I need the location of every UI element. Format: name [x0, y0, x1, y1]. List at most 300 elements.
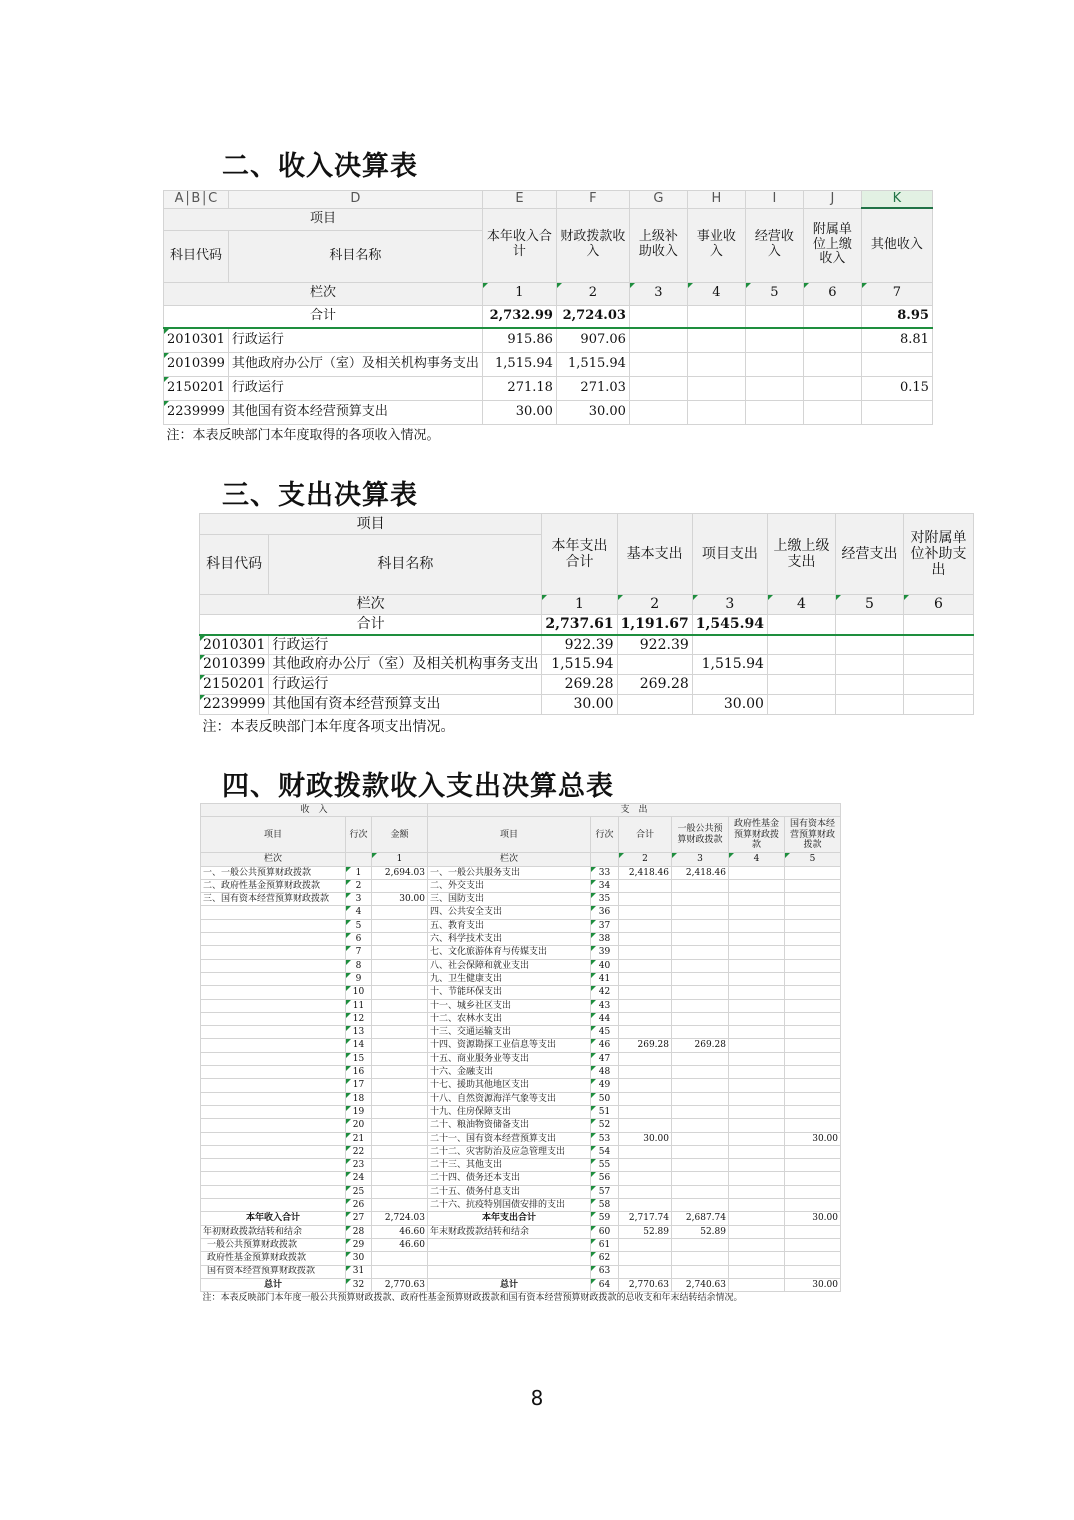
expense-item[interactable]: 二十三、其他支出: [428, 1159, 591, 1172]
col-letter[interactable]: H: [687, 191, 745, 209]
cell[interactable]: 1,515.94: [482, 352, 556, 376]
cell[interactable]: 271.03: [556, 376, 629, 400]
expense-line[interactable]: 54: [591, 1145, 619, 1158]
expense-line[interactable]: 49: [591, 1079, 619, 1092]
expense-general[interactable]: [672, 1066, 729, 1079]
expense-item[interactable]: 二十六、抗疫特别国债安排的支出: [428, 1199, 591, 1212]
expense-state[interactable]: [785, 946, 841, 959]
col-letter[interactable]: I: [745, 191, 803, 209]
expense-item[interactable]: 十九、住房保障支出: [428, 1105, 591, 1118]
cell[interactable]: [861, 352, 932, 376]
expense-fund[interactable]: [729, 879, 785, 892]
income-item[interactable]: 总计: [201, 1278, 346, 1291]
cell[interactable]: [835, 655, 903, 675]
expense-general[interactable]: 2,687.74: [672, 1212, 729, 1225]
expense-line[interactable]: 34: [591, 879, 619, 892]
row-code[interactable]: 2150201: [164, 376, 229, 400]
income-amount[interactable]: [372, 1079, 428, 1092]
expense-total[interactable]: 52.89: [619, 1225, 672, 1238]
expense-total[interactable]: 2,717.74: [619, 1212, 672, 1225]
income-item[interactable]: [201, 906, 346, 919]
expense-general[interactable]: 52.89: [672, 1225, 729, 1238]
income-amount[interactable]: [372, 986, 428, 999]
expense-line[interactable]: 63: [591, 1265, 619, 1278]
income-item[interactable]: [201, 999, 346, 1012]
expense-fund[interactable]: [729, 1145, 785, 1158]
expense-line[interactable]: 62: [591, 1252, 619, 1265]
expense-fund[interactable]: [729, 1079, 785, 1092]
cell[interactable]: [767, 675, 835, 695]
cell[interactable]: [803, 376, 861, 400]
expense-item[interactable]: 二、外交支出: [428, 879, 591, 892]
income-line[interactable]: 27: [346, 1212, 372, 1225]
expense-total[interactable]: [619, 1052, 672, 1065]
income-line[interactable]: 15: [346, 1052, 372, 1065]
income-line[interactable]: 6: [346, 933, 372, 946]
expense-item[interactable]: 七、文化旅游体育与传媒支出: [428, 946, 591, 959]
expense-item[interactable]: 二十一、国有资本经营预算支出: [428, 1132, 591, 1145]
expense-state[interactable]: [785, 1265, 841, 1278]
expense-fund[interactable]: [729, 1225, 785, 1238]
expense-general[interactable]: [672, 999, 729, 1012]
income-item[interactable]: [201, 1026, 346, 1039]
row-name[interactable]: 其他国有资本经营预算支出: [269, 695, 542, 715]
expense-line[interactable]: 51: [591, 1105, 619, 1118]
expense-total[interactable]: [619, 1079, 672, 1092]
cell[interactable]: 30.00: [542, 695, 617, 715]
income-item[interactable]: [201, 1199, 346, 1212]
income-amount[interactable]: [372, 1066, 428, 1079]
expense-line[interactable]: 43: [591, 999, 619, 1012]
income-amount[interactable]: [372, 972, 428, 985]
row-name[interactable]: 其他政府办公厅（室）及相关机构事务支出: [228, 352, 482, 376]
expense-item[interactable]: 十六、金融支出: [428, 1066, 591, 1079]
income-amount[interactable]: [372, 933, 428, 946]
expense-line[interactable]: 45: [591, 1026, 619, 1039]
expense-fund[interactable]: [729, 972, 785, 985]
cell[interactable]: 8.81: [861, 328, 932, 352]
income-line[interactable]: 32: [346, 1278, 372, 1291]
col-letter[interactable]: J: [803, 191, 861, 209]
expense-line[interactable]: 42: [591, 986, 619, 999]
income-item[interactable]: [201, 959, 346, 972]
cell[interactable]: [692, 635, 767, 655]
expense-state[interactable]: [785, 1052, 841, 1065]
income-item[interactable]: 一、一般公共预算财政拨款: [201, 866, 346, 879]
expense-item[interactable]: [428, 1252, 591, 1265]
income-item[interactable]: [201, 1079, 346, 1092]
expense-general[interactable]: [672, 1159, 729, 1172]
col-letter[interactable]: G: [629, 191, 687, 209]
income-item[interactable]: [201, 1185, 346, 1198]
expense-fund[interactable]: [729, 933, 785, 946]
expense-line[interactable]: 35: [591, 893, 619, 906]
expense-line[interactable]: 40: [591, 959, 619, 972]
expense-item[interactable]: 九、卫生健康支出: [428, 972, 591, 985]
expense-fund[interactable]: [729, 919, 785, 932]
expense-fund[interactable]: [729, 1132, 785, 1145]
row-name[interactable]: 行政运行: [269, 675, 542, 695]
expense-total[interactable]: [619, 986, 672, 999]
expense-state[interactable]: [785, 1092, 841, 1105]
total-cell[interactable]: 2,737.61: [542, 615, 617, 635]
expense-general[interactable]: [672, 1119, 729, 1132]
expense-total[interactable]: [619, 1092, 672, 1105]
expense-state[interactable]: [785, 1225, 841, 1238]
expense-fund[interactable]: [729, 866, 785, 879]
expense-fund[interactable]: [729, 1105, 785, 1118]
expense-general[interactable]: [672, 1145, 729, 1158]
expense-item[interactable]: 十八、自然资源海洋气象等支出: [428, 1092, 591, 1105]
total-cell[interactable]: 1,191.67: [617, 615, 692, 635]
expense-state[interactable]: [785, 879, 841, 892]
income-line[interactable]: 8: [346, 959, 372, 972]
col-letter-selected[interactable]: K: [861, 191, 932, 209]
expense-total[interactable]: [619, 1252, 672, 1265]
cell[interactable]: 269.28: [617, 675, 692, 695]
expense-total[interactable]: [619, 879, 672, 892]
cell[interactable]: 915.86: [482, 328, 556, 352]
expense-general[interactable]: [672, 972, 729, 985]
expense-line[interactable]: 47: [591, 1052, 619, 1065]
income-item[interactable]: [201, 919, 346, 932]
income-line[interactable]: 5: [346, 919, 372, 932]
cell[interactable]: [692, 675, 767, 695]
income-line[interactable]: 29: [346, 1238, 372, 1251]
expense-fund[interactable]: [729, 1119, 785, 1132]
cell[interactable]: 1,515.94: [556, 352, 629, 376]
expense-item[interactable]: 十二、农林水支出: [428, 1012, 591, 1025]
expense-general[interactable]: [672, 893, 729, 906]
cell[interactable]: [861, 400, 932, 424]
expense-fund[interactable]: [729, 1026, 785, 1039]
expense-state[interactable]: [785, 1012, 841, 1025]
cell[interactable]: [745, 376, 803, 400]
expense-state[interactable]: [785, 972, 841, 985]
expense-line[interactable]: 37: [591, 919, 619, 932]
expense-item[interactable]: 二十四、债务还本支出: [428, 1172, 591, 1185]
income-line[interactable]: 19: [346, 1105, 372, 1118]
expense-state[interactable]: [785, 1238, 841, 1251]
expense-line[interactable]: 55: [591, 1159, 619, 1172]
expense-total[interactable]: [619, 893, 672, 906]
cell[interactable]: [803, 352, 861, 376]
income-line[interactable]: 12: [346, 1012, 372, 1025]
income-line[interactable]: 7: [346, 946, 372, 959]
expense-state[interactable]: [785, 1026, 841, 1039]
income-item[interactable]: [201, 1092, 346, 1105]
expense-line[interactable]: 57: [591, 1185, 619, 1198]
row-name[interactable]: 行政运行: [228, 376, 482, 400]
cell[interactable]: [835, 675, 903, 695]
income-amount[interactable]: [372, 1252, 428, 1265]
total-cell[interactable]: [687, 305, 745, 328]
expense-state[interactable]: [785, 1039, 841, 1052]
cell[interactable]: [903, 635, 973, 655]
income-amount[interactable]: [372, 999, 428, 1012]
expense-item[interactable]: 四、公共安全支出: [428, 906, 591, 919]
income-item[interactable]: 一般公共预算财政拨款: [201, 1238, 346, 1251]
expense-state[interactable]: [785, 906, 841, 919]
expense-line[interactable]: 46: [591, 1039, 619, 1052]
expense-general[interactable]: [672, 1012, 729, 1025]
income-line[interactable]: 25: [346, 1185, 372, 1198]
cell[interactable]: [835, 695, 903, 715]
expense-item[interactable]: 十四、资源勘探工业信息等支出: [428, 1039, 591, 1052]
expense-fund[interactable]: [729, 893, 785, 906]
expense-total[interactable]: [619, 1199, 672, 1212]
expense-fund[interactable]: [729, 1185, 785, 1198]
expense-state[interactable]: [785, 999, 841, 1012]
cell[interactable]: [803, 328, 861, 352]
expense-state[interactable]: [785, 866, 841, 879]
expense-line[interactable]: 56: [591, 1172, 619, 1185]
income-item[interactable]: [201, 946, 346, 959]
cell[interactable]: [767, 655, 835, 675]
expense-item[interactable]: 十七、援助其他地区支出: [428, 1079, 591, 1092]
income-item[interactable]: [201, 1119, 346, 1132]
income-line[interactable]: 9: [346, 972, 372, 985]
expense-state[interactable]: [785, 1185, 841, 1198]
expense-state[interactable]: 30.00: [785, 1212, 841, 1225]
income-item[interactable]: 本年收入合计: [201, 1212, 346, 1225]
expense-general[interactable]: [672, 906, 729, 919]
expense-fund[interactable]: [729, 1199, 785, 1212]
expense-total[interactable]: [619, 919, 672, 932]
income-line[interactable]: 18: [346, 1092, 372, 1105]
expense-fund[interactable]: [729, 906, 785, 919]
expense-total[interactable]: [619, 1172, 672, 1185]
col-letter[interactable]: E: [482, 191, 556, 209]
expense-item[interactable]: 年末财政拨款结转和结余: [428, 1225, 591, 1238]
income-item[interactable]: 二、政府性基金预算财政拨款: [201, 879, 346, 892]
expense-fund[interactable]: [729, 1066, 785, 1079]
expense-line[interactable]: 33: [591, 866, 619, 879]
expense-line[interactable]: 61: [591, 1238, 619, 1251]
income-amount[interactable]: [372, 879, 428, 892]
expense-item[interactable]: 十五、商业服务业等支出: [428, 1052, 591, 1065]
expense-general[interactable]: 2,740.63: [672, 1278, 729, 1291]
income-amount[interactable]: [372, 1185, 428, 1198]
income-item[interactable]: [201, 1145, 346, 1158]
expense-general[interactable]: [672, 1172, 729, 1185]
row-name[interactable]: 其他政府办公厅（室）及相关机构事务支出: [269, 655, 542, 675]
expense-line[interactable]: 53: [591, 1132, 619, 1145]
expense-state[interactable]: [785, 933, 841, 946]
income-line[interactable]: 24: [346, 1172, 372, 1185]
row-code[interactable]: 2010399: [200, 655, 269, 675]
expense-general[interactable]: [672, 1265, 729, 1278]
total-cell[interactable]: 2,732.99: [482, 305, 556, 328]
row-name[interactable]: 其他国有资本经营预算支出: [228, 400, 482, 424]
expense-item[interactable]: 二十五、债务付息支出: [428, 1185, 591, 1198]
income-line[interactable]: 11: [346, 999, 372, 1012]
expense-item[interactable]: 八、社会保障和就业支出: [428, 959, 591, 972]
income-line[interactable]: 10: [346, 986, 372, 999]
income-line[interactable]: 26: [346, 1199, 372, 1212]
expense-line[interactable]: 58: [591, 1199, 619, 1212]
income-amount[interactable]: [372, 1052, 428, 1065]
expense-total[interactable]: [619, 906, 672, 919]
expense-item[interactable]: 本年支出合计: [428, 1212, 591, 1225]
cell[interactable]: 922.39: [617, 635, 692, 655]
expense-total[interactable]: [619, 1238, 672, 1251]
cell[interactable]: 922.39: [542, 635, 617, 655]
expense-total[interactable]: 269.28: [619, 1039, 672, 1052]
income-line[interactable]: 20: [346, 1119, 372, 1132]
expense-fund[interactable]: [729, 1052, 785, 1065]
income-line[interactable]: 17: [346, 1079, 372, 1092]
expense-total[interactable]: [619, 1159, 672, 1172]
income-amount[interactable]: [372, 959, 428, 972]
expense-general[interactable]: [672, 1105, 729, 1118]
income-line[interactable]: 28: [346, 1225, 372, 1238]
expense-general[interactable]: [672, 1079, 729, 1092]
cell[interactable]: 0.15: [861, 376, 932, 400]
expense-state[interactable]: [785, 986, 841, 999]
expense-general[interactable]: [672, 933, 729, 946]
expense-general[interactable]: [672, 879, 729, 892]
income-line[interactable]: 22: [346, 1145, 372, 1158]
col-letter[interactable]: D: [228, 191, 482, 209]
cell[interactable]: [745, 400, 803, 424]
cell[interactable]: [629, 376, 687, 400]
expense-item[interactable]: [428, 1238, 591, 1251]
expense-fund[interactable]: [729, 1092, 785, 1105]
income-line[interactable]: 1: [346, 866, 372, 879]
cell[interactable]: [617, 655, 692, 675]
col-letter[interactable]: F: [556, 191, 629, 209]
cell[interactable]: [687, 352, 745, 376]
row-code[interactable]: 2010399: [164, 352, 229, 376]
expense-line[interactable]: 60: [591, 1225, 619, 1238]
cell[interactable]: 1,515.94: [542, 655, 617, 675]
income-item[interactable]: 政府性基金预算财政拨款: [201, 1252, 346, 1265]
income-item[interactable]: [201, 1052, 346, 1065]
income-line[interactable]: 30: [346, 1252, 372, 1265]
total-cell[interactable]: [745, 305, 803, 328]
expense-total[interactable]: [619, 1265, 672, 1278]
expense-total[interactable]: [619, 946, 672, 959]
cell[interactable]: [767, 635, 835, 655]
expense-state[interactable]: [785, 893, 841, 906]
expense-line[interactable]: 36: [591, 906, 619, 919]
expense-fund[interactable]: [729, 1252, 785, 1265]
col-letter[interactable]: A│B│C: [164, 191, 229, 209]
total-cell[interactable]: [803, 305, 861, 328]
expense-item[interactable]: 总计: [428, 1278, 591, 1291]
expense-state[interactable]: [785, 1079, 841, 1092]
cell[interactable]: 30.00: [482, 400, 556, 424]
income-item[interactable]: [201, 1066, 346, 1079]
expense-state[interactable]: [785, 1252, 841, 1265]
expense-general[interactable]: [672, 1185, 729, 1198]
cell[interactable]: 271.18: [482, 376, 556, 400]
cell[interactable]: [767, 695, 835, 715]
income-amount[interactable]: [372, 1012, 428, 1025]
income-amount[interactable]: 2,694.03: [372, 866, 428, 879]
income-amount[interactable]: [372, 1092, 428, 1105]
income-item[interactable]: 国有资本经营预算财政拨款: [201, 1265, 346, 1278]
income-amount[interactable]: [372, 906, 428, 919]
row-code[interactable]: 2239999: [200, 695, 269, 715]
expense-general[interactable]: [672, 1238, 729, 1251]
expense-total[interactable]: [619, 972, 672, 985]
income-line[interactable]: 14: [346, 1039, 372, 1052]
expense-item[interactable]: 六、科学技术支出: [428, 933, 591, 946]
expense-item[interactable]: 三、国防支出: [428, 893, 591, 906]
cell[interactable]: 30.00: [556, 400, 629, 424]
cell[interactable]: [903, 695, 973, 715]
expense-fund[interactable]: [729, 1212, 785, 1225]
expense-general[interactable]: [672, 959, 729, 972]
expense-state[interactable]: [785, 1105, 841, 1118]
income-line[interactable]: 13: [346, 1026, 372, 1039]
expense-fund[interactable]: [729, 986, 785, 999]
income-amount[interactable]: [372, 1132, 428, 1145]
expense-fund[interactable]: [729, 946, 785, 959]
income-amount[interactable]: [372, 1039, 428, 1052]
expense-item[interactable]: 十三、交通运输支出: [428, 1026, 591, 1039]
expense-line[interactable]: 41: [591, 972, 619, 985]
cell[interactable]: [687, 376, 745, 400]
income-line[interactable]: 21: [346, 1132, 372, 1145]
expense-total[interactable]: [619, 1145, 672, 1158]
expense-fund[interactable]: [729, 1159, 785, 1172]
cell[interactable]: [617, 695, 692, 715]
income-line[interactable]: 4: [346, 906, 372, 919]
expense-general[interactable]: [672, 1026, 729, 1039]
expense-item[interactable]: 十一、城乡社区支出: [428, 999, 591, 1012]
expense-state[interactable]: [785, 1159, 841, 1172]
expense-state[interactable]: [785, 1066, 841, 1079]
expense-general[interactable]: [672, 1199, 729, 1212]
total-cell[interactable]: [629, 305, 687, 328]
income-line[interactable]: 31: [346, 1265, 372, 1278]
expense-fund[interactable]: [729, 1238, 785, 1251]
expense-state[interactable]: [785, 1199, 841, 1212]
expense-total[interactable]: [619, 1105, 672, 1118]
expense-state[interactable]: [785, 1119, 841, 1132]
total-cell[interactable]: 2,724.03: [556, 305, 629, 328]
total-cell[interactable]: [903, 615, 973, 635]
income-amount[interactable]: 2,770.63: [372, 1278, 428, 1291]
income-item[interactable]: 年初财政拨款结转和结余: [201, 1225, 346, 1238]
expense-total[interactable]: [619, 1026, 672, 1039]
expense-general[interactable]: 2,418.46: [672, 866, 729, 879]
income-amount[interactable]: [372, 919, 428, 932]
total-cell[interactable]: 8.95: [861, 305, 932, 328]
income-amount[interactable]: [372, 1159, 428, 1172]
expense-general[interactable]: [672, 919, 729, 932]
expense-fund[interactable]: [729, 959, 785, 972]
income-amount[interactable]: [372, 946, 428, 959]
expense-general[interactable]: [672, 1052, 729, 1065]
row-name[interactable]: 行政运行: [269, 635, 542, 655]
row-code[interactable]: 2010301: [200, 635, 269, 655]
expense-total[interactable]: [619, 1012, 672, 1025]
expense-fund[interactable]: [729, 999, 785, 1012]
expense-item[interactable]: 五、教育支出: [428, 919, 591, 932]
income-item[interactable]: [201, 1012, 346, 1025]
cell[interactable]: [687, 400, 745, 424]
expense-total[interactable]: [619, 959, 672, 972]
cell[interactable]: [629, 328, 687, 352]
cell[interactable]: [629, 400, 687, 424]
expense-total[interactable]: [619, 1119, 672, 1132]
total-cell[interactable]: [835, 615, 903, 635]
expense-item[interactable]: [428, 1265, 591, 1278]
